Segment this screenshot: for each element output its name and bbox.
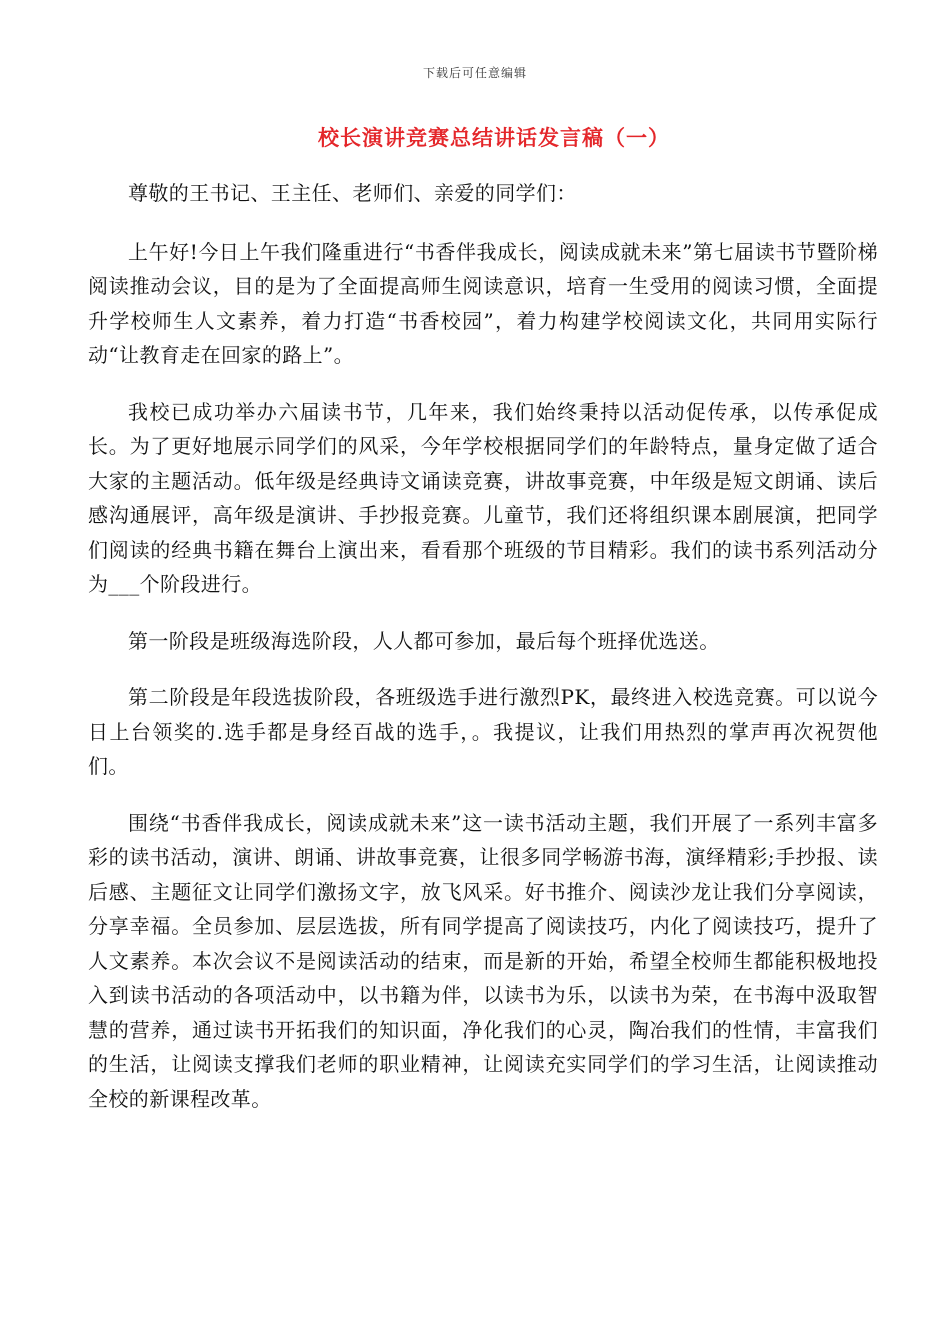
header-note: 下载后可任意编辑: [422, 66, 527, 80]
paragraph-5: 围绕“书香伴我成长，阅读成就未来”这一读书活动主题，我们开展了一系列丰富多彩的读书活动，演讲、朗诵、讲故事竞赛，让很多同学畅游书海，演绎精彩;手抄报、读后感、主题征文让同学们激扬文字，放飞风采。好书推介、阅读沙龙让我们分享阅读，分享幸福。全员参加、层层选拔，所有同学提高了阅读技巧，内化了阅读技巧，提升了人文素养。本次会议不是阅读活动的结束，而是新的开始，希望全校师生都能积极地投入到读书活动的各项活动中，以书籍为伴，以读书为乐，以读书为荣，在书海中汲取智慧的营养，通过读书开拓我们的知识面，净化我们的心灵，陶冶我们的性情，丰富我们的生活，让阅读支撑我们老师的职业精神，让阅读充实同学们的学习生活，让阅读推动全校的新课程改革。: [88, 810, 878, 1111]
paragraph-2: 我校已成功举办六届读书节，几年来，我们始终秉持以活动促传承，以传承促成长。为了更好地展示同学们的风采，今年学校根据同学们的年龄特点，量身定做了适合大家的主题活动。低年级是经典诗文诵读竞赛，讲故事竞赛，中年级是短文朗诵、读后感沟通展评，高年级是演讲、手抄报竞赛。儿童节，我们还将组织课本剧展演，把同学们阅读的经典书籍在舞台上演出来，看看那个班级的节目精彩。我们的读书系列活动分为___个阶段进行。: [88, 399, 878, 596]
paragraph-4: 第二阶段是年段选拔阶段，各班级选手进行激烈PK，最终进入校选竞赛。可以说今日上台领奖的.选手都是身经百战的选手，。我提议，让我们用热烈的掌声再次祝贺他们。: [88, 685, 878, 778]
paragraph-1: 上午好!今日上午我们隆重进行“书香伴我成长，阅读成就未来”第七届读书节暨阶梯阅读推动会议，目的是为了全面提高师生阅读意识，培育一生受用的阅读习惯，全面提升学校师生人文素养，着力打造“书香校园”，着力构建学校阅读文化，共同用实际行动“让教育走在回家的路上”。: [88, 239, 878, 367]
document-body: [88, 176, 878, 1138]
salutation: 尊敬的王书记、王主任、老师们、亲爱的同学们：: [128, 181, 577, 205]
paragraph-3: 第一阶段是班级海选阶段，人人都可参加，最后每个班择优选送。: [128, 628, 720, 653]
document-title: 校长演讲竞赛总结讲话发言稿（一）: [318, 125, 670, 150]
